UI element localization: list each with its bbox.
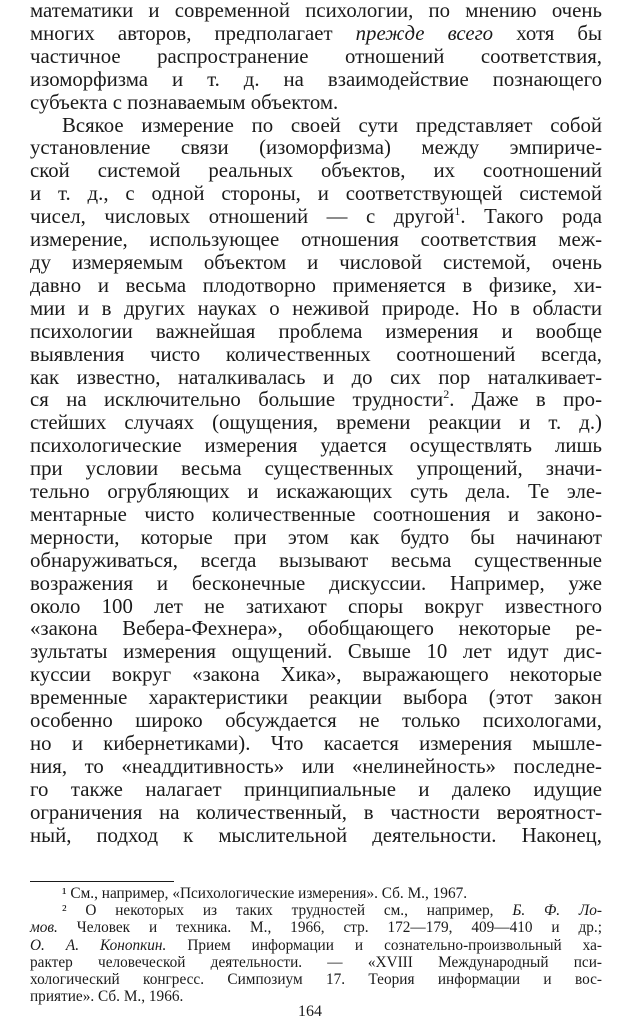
main-text [30,0,602,848]
footnote-line: ¹ См., например, «Психологические измерения». Сб. М., 1967. [62,885,468,902]
text-line: Всякое измерение по своей сути представляет собой [62,113,602,137]
footnotes [30,885,602,1005]
text-line: обнаруживаться, всегда вызывают весьма существенные [30,548,602,572]
text-line: мии и в других науках о неживой природе. Но в области [30,296,602,320]
text-line: субъекта с познаваемым объектом. [30,90,339,114]
text-line: установление связи (изоморфизма) между эмпириче- [30,136,602,160]
text-line: ный, подход к мыслительной деятельности. Наконец, [30,823,602,847]
italic-text: Б. Ф. Ло- [512,902,602,920]
text-line: стейших случаях (ощущения, времени реакции и т. д.) [30,411,602,435]
text-line: ся на исключительно большие трудности$^2$. Даже в про- [30,387,602,412]
italic-text: прежде всего [355,21,494,45]
text-line: ограничения на количественный, в частности вероятност- [30,800,602,824]
text-line: мерности, которые при этом как будто бы начинают [30,525,602,549]
text-line: зультаты измерения ощущений. Свыше 10 лет идут дис- [30,640,602,664]
text-line: тельно огрубляющих и искажающих суть дела. Те эле- [30,480,602,504]
footnote-line: приятие». Сб. М., 1966. [30,988,184,1006]
footnote-line: хологический конгресс. Симпозиум 17. Теория информации и вос- [30,971,602,989]
text-line: возражения и бесконечные дискуссии. Например, уже [30,571,602,595]
footnote-marker: 2 [443,387,450,402]
italic-text: О. А. Конопкин. [30,936,167,954]
text-line: «закона Вебера-Фехнера», обобщающего некоторые ре- [30,617,602,641]
footnote-separator [30,881,174,882]
text-line: но и кибернетиками). Что касается измерения мышле- [30,732,602,755]
text-line: куссии вокруг «закона Хика», выражающего некоторые [30,663,602,687]
text-line: изоморфизма и т. д. на взаимодействие познающего [30,67,602,91]
text-line: и т. д., с одной стороны, и соответствующей системой [30,182,602,206]
text-line: частичное распространение отношений соответствия, [30,44,602,68]
text-line: ментарные чисто количественные соотношения и законо- [30,502,602,526]
text-line: го также налагает принципиальные и далеко идущие [30,777,602,801]
text-line: ния, то «неаддитивность» или «нелинейность» последне- [30,754,602,778]
footnote-line: ² О некоторых из таких трудностей см., например, Б. Ф. Ло- [62,902,602,920]
text-line: давно и весьма плодотворно применяется в физике, хи- [30,273,602,297]
text-line: временные характеристики реакции выбора (этот закон [30,686,602,710]
text-line: как известно, наталкивалась и до сих пор наталкивает- [30,365,602,389]
text-line: математики и современной психологии, по мнению очень [30,0,602,22]
text-line: ду измеряемым объектом и числовой системой, очень [30,250,602,274]
text-line: психологические измерения удается осуществлять лишь [30,434,602,458]
footnote-line: мов. Человек и техника. М., 1966, стр. 172—179, 409—410 и др.; [30,919,602,937]
text-line: особенно широко обсуждается не только психологами, [30,709,602,733]
text-line: чисел, числовых отношений — с другой$^1$. Такого рода [30,204,602,229]
footnote-marker: 1 [454,204,461,219]
text-line: выявления чисто количественных соотношений всегда, [30,342,602,366]
text-line: около 100 лет не затихают споры вокруг известного [30,594,602,618]
page-number: 164 [298,1003,322,1020]
text-line: психологии важнейшая проблема измерения и вообще [30,319,602,343]
text-line: многих авторов, предполагает прежде всего хотя бы [30,21,602,45]
italic-text: мов. [30,919,58,937]
text-line: при условии весьма существенных упрощений, значи- [30,457,602,481]
text-line: ской системой реальных объектов, их соотношений [30,159,602,183]
footnote-line: О. А. Конопкин. Прием информации и сознательно-произвольный ха- [30,936,603,954]
text-line: измерение, использующее отношения соответствия меж- [30,228,602,252]
footnote-line: рактер человеческой деятельности. — «XVIII Международный пси- [30,953,602,971]
